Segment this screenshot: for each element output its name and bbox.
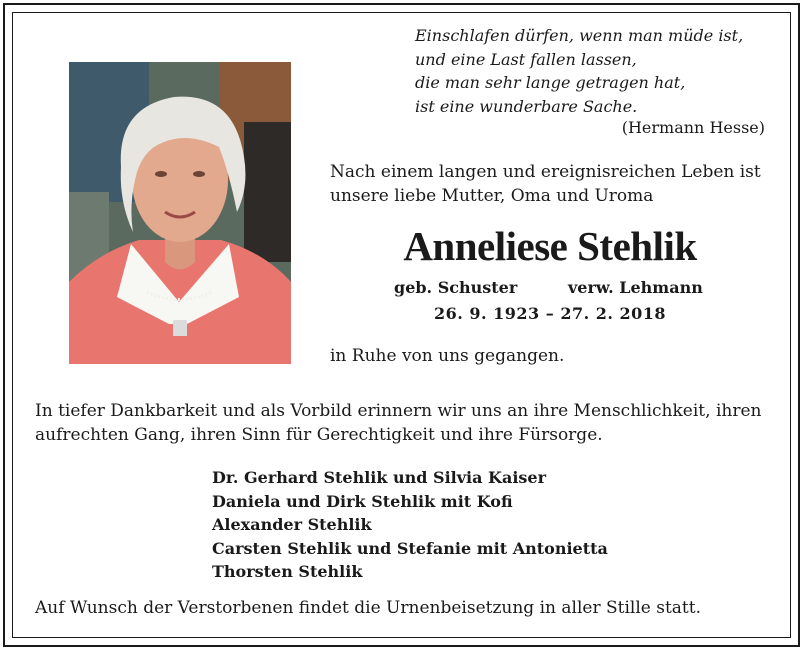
birth-name: geb. Schuster: [394, 278, 518, 297]
thanks-text: [35, 399, 780, 447]
poem-line: ist eine wunderbare Sache.: [415, 96, 638, 116]
portrait-photo: [69, 62, 291, 364]
passed-text: in Ruhe von uns gegangen.: [330, 346, 565, 366]
family-member: Daniela und Dirk Stehlik mit Kofi: [212, 491, 513, 511]
family-member: Dr. Gerhard Stehlik und Silvia Kaiser: [212, 468, 547, 487]
deceased-name: Anneliese Stehlik: [403, 223, 697, 269]
poem-line: Einschlafen dürfen, wenn man müde ist,: [415, 26, 744, 45]
family-member: Carsten Stehlik und Stefanie mit Antonietta: [212, 538, 608, 558]
portrait-photo-icon: [69, 62, 291, 364]
poem-author: (Hermann Hesse): [621, 118, 765, 137]
thanks-line: aufrechten Gang, ihren Sinn für Gerechtigkeit und ihre Fürsorge.: [35, 425, 603, 445]
widowed-name: verw. Lehmann: [568, 278, 703, 297]
poem-quote: [415, 24, 775, 118]
family-member: Alexander Stehlik: [212, 515, 372, 534]
burial-note: Auf Wunsch der Verstorbenen findet die Urnenbeisetzung in aller Stille statt.: [35, 598, 701, 618]
poem-line: die man sehr lange getragen hat,: [415, 73, 686, 92]
life-dates: 26. 9. 1923 – 27. 2. 2018: [433, 304, 667, 323]
intro-line: Nach einem langen und ereignisreichen Leben ist: [330, 162, 761, 182]
thanks-line: In tiefer Dankbarkeit und als Vorbild erinnern wir uns an ihre Menschlichkeit, ihren: [35, 401, 762, 421]
family-member: Thorsten Stehlik: [212, 562, 363, 581]
poem-line: und eine Last fallen lassen,: [415, 49, 637, 69]
family-list: [212, 466, 608, 584]
intro-line: unsere liebe Mutter, Oma und Uroma: [330, 186, 654, 206]
intro-text: [330, 160, 780, 208]
